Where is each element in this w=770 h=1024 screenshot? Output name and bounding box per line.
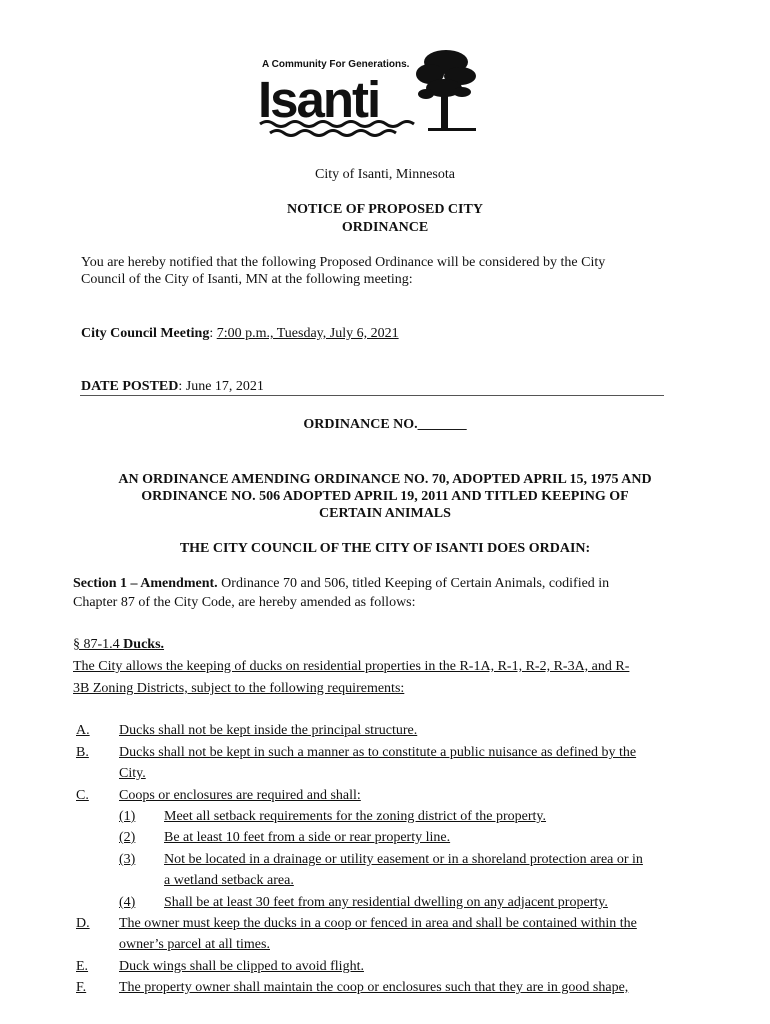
intro-line1: You are hereby notified that the following Proposed Ordinance will be considered by the City (81, 255, 606, 270)
divider-rule (80, 395, 664, 396)
item-f-label: F. (76, 980, 87, 995)
logo-graphic (258, 44, 483, 144)
logo-tagline: A Community For Generations. (262, 59, 410, 70)
subitem-4-label: (4) (119, 895, 136, 910)
meeting-line (81, 323, 399, 344)
subitem-1-label: (1) (119, 809, 136, 824)
logo-wordmark: Isanti (258, 71, 380, 128)
item-a-label: A. (76, 723, 90, 738)
notice-title-line2: ORDINANCE (341, 220, 429, 235)
ducks-intro-line1: The City allows the keeping of ducks on residential properties in the R-1A, R-1, R-2, R-3A, and R- (73, 659, 630, 674)
meeting-sep: : (209, 326, 217, 341)
section1-heading: Section 1 – Amendment. (73, 576, 218, 591)
section1-text1: Ordinance 70 and 506, titled Keeping of Certain Animals, codified in (217, 576, 610, 591)
item-f-text: The property owner shall maintain the coop or enclosures such that they are in good shape, (119, 980, 629, 995)
date-posted-sep: : (178, 379, 186, 394)
date-posted-label: DATE POSTED (81, 379, 179, 394)
item-e-text: Duck wings shall be clipped to avoid flight. (119, 959, 364, 974)
tree-icon (416, 50, 476, 131)
water-waves-icon (260, 122, 414, 136)
ordinance-title-line1: AN ORDINANCE AMENDING ORDINANCE NO. 70, ADOPTED APRIL 15, 1975 AND (118, 472, 652, 487)
ducks-heading-text: Ducks. (123, 637, 165, 652)
ducks-section-number: § 87-1.4 (73, 637, 124, 652)
meeting-label: City Council Meeting (81, 326, 210, 341)
subitem-3-label: (3) (119, 852, 136, 867)
meeting-value: 7:00 p.m., Tuesday, July 6, 2021 (216, 326, 399, 341)
ordain-statement: THE CITY COUNCIL OF THE CITY OF ISANTI DOES ORDAIN: (179, 541, 591, 556)
subitem-3-text-line2: a wetland setback area. (164, 873, 294, 888)
item-b-text-line2: City. (119, 766, 146, 781)
subitem-2-label: (2) (119, 830, 136, 845)
item-b-text-line1: Ducks shall not be kept in such a manner as to constitute a public nuisance as defined by the (119, 745, 637, 760)
item-c-label: C. (76, 788, 89, 803)
item-d-label: D. (76, 916, 90, 931)
subitem-3-text-line1: Not be located in a drainage or utility easement or in a shoreland protection area or in (164, 852, 643, 867)
intro-line2: Council of the City of Isanti, MN at the following meeting: (81, 272, 413, 287)
item-b-label: B. (76, 745, 89, 760)
ducks-heading (73, 634, 164, 655)
subitem-2-text: Be at least 10 feet from a side or rear property line. (164, 830, 451, 845)
item-e-label: E. (76, 959, 89, 974)
subitem-4-text: Shall be at least 30 feet from any residential dwelling on any adjacent property. (164, 895, 608, 910)
ducks-intro-line2: 3B Zoning Districts, subject to the following requirements: (73, 681, 405, 696)
subitem-1-text: Meet all setback requirements for the zoning district of the property. (164, 809, 547, 824)
city-line: City of Isanti, Minnesota (315, 167, 455, 182)
date-posted-line (81, 376, 264, 397)
notice-title-line1: NOTICE OF PROPOSED CITY (287, 202, 483, 217)
item-d-text-line1: The owner must keep the ducks in a coop or fenced in area and shall be contained within the (119, 916, 637, 931)
item-d-text-line2: owner’s parcel at all times. (119, 937, 270, 952)
item-c-text: Coops or enclosures are required and shall: (119, 788, 361, 803)
section1-line2: Chapter 87 of the City Code, are hereby amended as follows: (73, 595, 416, 610)
ordinance-title-line3: CERTAIN ANIMALS (319, 506, 451, 521)
item-a-text: Ducks shall not be kept inside the principal structure. (119, 723, 418, 738)
ordinance-title-line2: ORDINANCE NO. 506 ADOPTED APRIL 19, 2011 AND TITLED KEEPING OF (141, 489, 629, 504)
section1-line1 (73, 573, 609, 594)
ordinance-number: ORDINANCE NO._______ (303, 417, 467, 432)
date-posted-value: June 17, 2021 (185, 379, 264, 394)
